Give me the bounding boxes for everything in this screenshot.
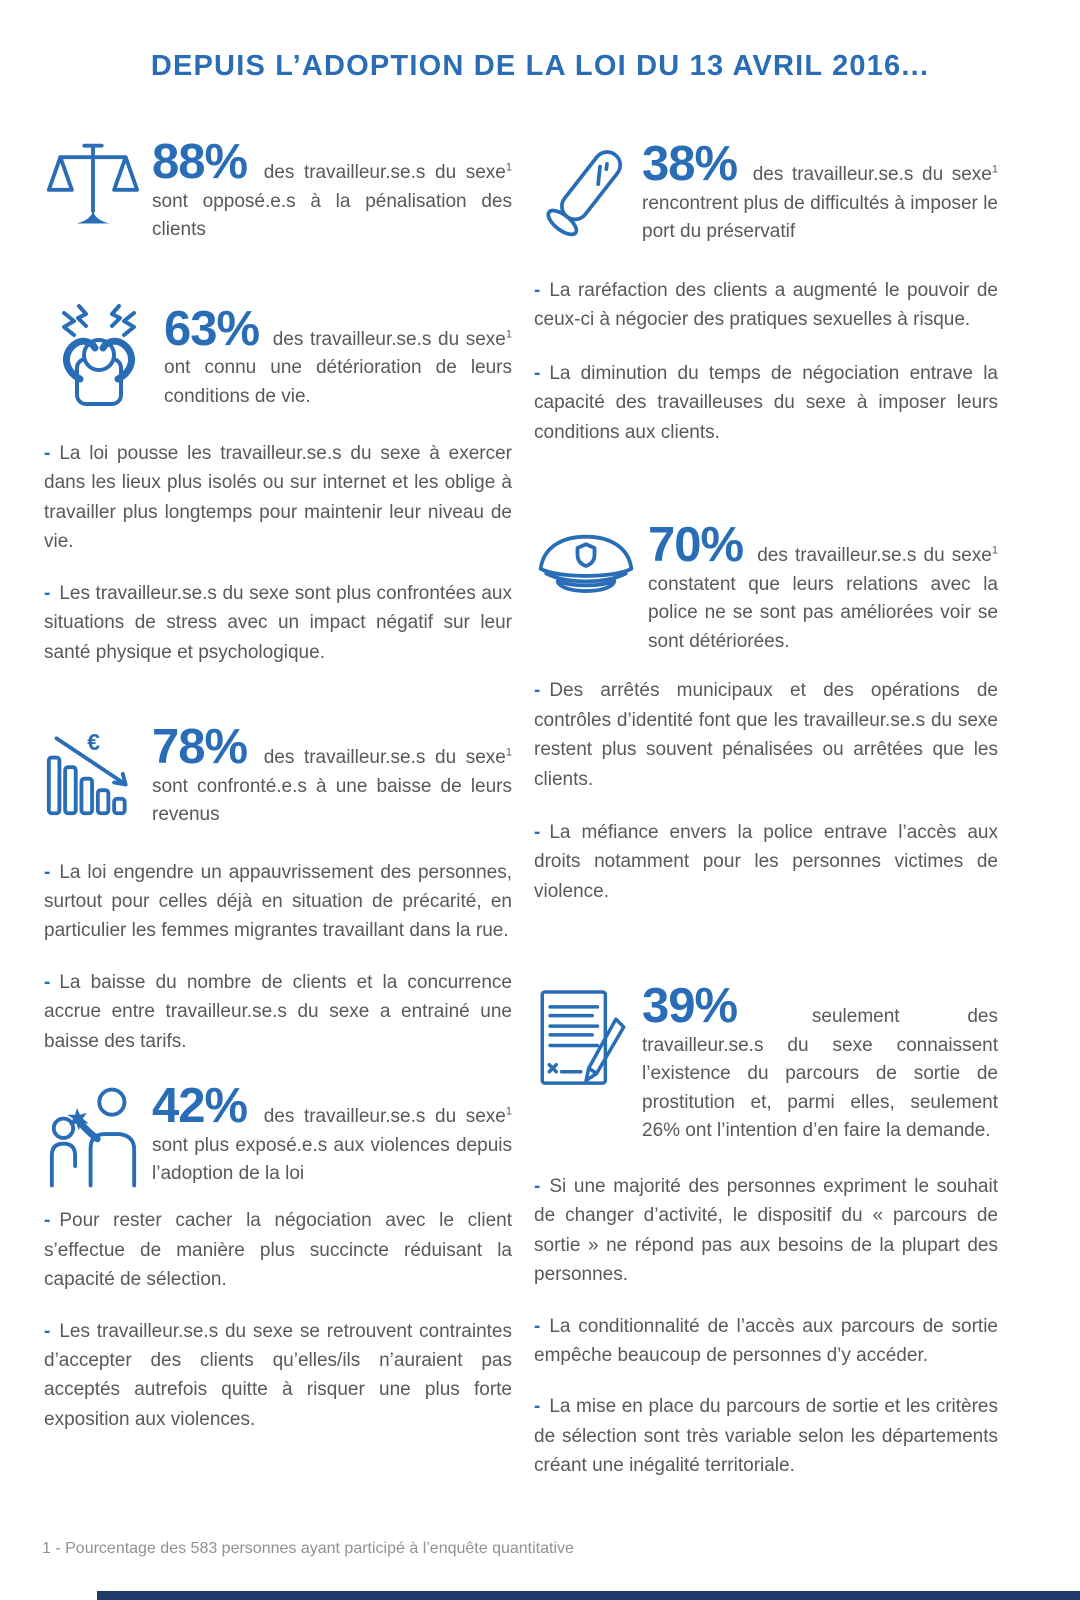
stat-63-rest: ont connu une détérioration de leurs conditions de vie. bbox=[164, 357, 512, 407]
footnote-ref: 1 bbox=[505, 746, 513, 759]
stat-63-text bbox=[164, 301, 513, 412]
exit-document-icon bbox=[534, 982, 632, 1094]
stat-42-percent: 42% bbox=[152, 1079, 248, 1134]
stat-78-rest: sont confronté.e.s à une baisse de leurs revenus bbox=[152, 775, 512, 826]
stat-38-rest: rencontrent plus de difficultés à imposer le port du préservatif bbox=[642, 192, 998, 242]
bullet-item bbox=[44, 1317, 512, 1435]
stat-block-42 bbox=[44, 1079, 513, 1190]
bullet-item bbox=[534, 676, 998, 794]
police-cap-icon bbox=[534, 521, 638, 605]
footnote-ref: 1 bbox=[505, 328, 513, 341]
bullet-dash: - bbox=[534, 280, 541, 301]
bullet-item bbox=[534, 1392, 998, 1480]
bullet-dash: - bbox=[44, 971, 51, 993]
bullet-text: La diminution du temps de négociation entrave la capacité des travailleuses du sexe à imposer leurs conditions aux clients. bbox=[534, 362, 998, 443]
bullet-dash: - bbox=[534, 1175, 541, 1197]
stat-88-text bbox=[152, 135, 513, 245]
stat-block-78 bbox=[44, 720, 513, 830]
stat-42-rest: sont plus exposé.e.s aux violences depuis l’adoption de la loi bbox=[152, 1134, 512, 1185]
stat-39-lead: seulement des travailleur.se.s du sexe connaissent l’existence du parcours de sortie de prostitution et, parmi elles, seulement 26% ont l’intention d’en faire la demande. bbox=[642, 1006, 998, 1142]
stat-block-70 bbox=[534, 518, 999, 656]
footnote-ref: 1 bbox=[505, 161, 513, 174]
stat-88-rest: sont opposé.e.s à la pénalisation des clients bbox=[152, 190, 512, 240]
bullet-dash: - bbox=[44, 1320, 51, 1342]
stat-78-percent: 78% bbox=[152, 720, 248, 775]
bullet-text: La mise en place du parcours de sortie et les critères de sélection sont très variable selon les départements créant une inégalité territoriale. bbox=[534, 1396, 998, 1477]
stat-63-percent: 63% bbox=[164, 301, 260, 356]
bullet-dash: - bbox=[534, 821, 541, 843]
euro-symbol: € bbox=[87, 728, 101, 755]
declining-revenue-icon bbox=[44, 723, 142, 819]
bullet-item bbox=[534, 818, 998, 906]
bullet-text: La loi pousse les travailleur.se.s du sexe à exercer dans les lieux plus isolés ou sur internet et les oblige à travailler plus longtemps pour maintenir leur niveau de vie. bbox=[44, 443, 512, 553]
bullet-text: Si une majorité des personnes expriment le souhait de changer d’activité, le dispositif du « parcours de sortie » ne répond pas aux besoins de la plupart des personnes. bbox=[534, 1175, 998, 1286]
stat-block-38 bbox=[534, 137, 999, 252]
bullet-dash: - bbox=[534, 362, 541, 384]
stat-39-text bbox=[642, 979, 998, 1146]
bullet-text: La raréfaction des clients a augmenté le pouvoir de ceux-ci à négocier des pratiques sexuelles à risque. bbox=[534, 280, 998, 331]
bullet-text: Les travailleur.se.s du sexe sont plus confrontées aux situations de stress avec un impact négatif sur leur santé physique et psychologique. bbox=[44, 582, 512, 663]
bullet-dash: - bbox=[534, 1315, 541, 1337]
stat-70-rest: constatent que leurs relations avec la police ne se sont pas améliorées voir se sont détériorées. bbox=[648, 573, 998, 652]
bullet-item bbox=[534, 1172, 998, 1290]
stat-78-text bbox=[152, 720, 513, 830]
stat-78-lead: des travailleur.se.s du sexe bbox=[263, 747, 506, 769]
stat-39-percent: 39% bbox=[642, 979, 738, 1034]
condom-icon bbox=[534, 140, 632, 252]
bullet-item bbox=[534, 359, 998, 447]
bullet-text: La baisse du nombre de clients et la concurrence accrue entre travailleur.se.s du sexe a entrainé une baisse des tarifs. bbox=[44, 971, 512, 1052]
bullet-text: Les travailleur.se.s du sexe se retrouvent contraintes d’accepter des clients qu’elles/ils n’auraient pas acceptés autrefois quitte à risquer une plus forte exposition aux violences. bbox=[44, 1320, 512, 1430]
stat-38-lead: des travailleur.se.s du sexe bbox=[752, 164, 992, 185]
violence-icon bbox=[44, 1082, 142, 1190]
stat-88-lead: des travailleur.se.s du sexe bbox=[263, 162, 506, 183]
bullet-item bbox=[44, 968, 512, 1056]
stat-63-lead: des travailleur.se.s du sexe bbox=[272, 328, 506, 350]
bullet-dash: - bbox=[44, 582, 51, 604]
bottom-accent-bar bbox=[97, 1591, 1080, 1600]
footnote-ref: 1 bbox=[505, 1105, 513, 1118]
bullet-text: La méfiance envers la police entrave l’accès aux droits notamment pour les personnes victimes de violence. bbox=[534, 821, 998, 902]
bullet-item bbox=[534, 276, 998, 335]
stat-42-lead: des travailleur.se.s du sexe bbox=[263, 1106, 506, 1128]
stat-70-lead: des travailleur.se.s du sexe bbox=[757, 545, 992, 567]
bullet-text: La loi engendre un appauvrissement des personnes, surtout pour celles déjà en situation de précarité, en particulier les femmes migrantes travaillant dans la rue. bbox=[44, 861, 512, 942]
footnote-ref: 1 bbox=[991, 544, 999, 557]
bullet-dash: - bbox=[534, 680, 541, 702]
stress-icon bbox=[44, 305, 154, 409]
bullet-dash: - bbox=[44, 1210, 51, 1232]
stat-42-text bbox=[152, 1079, 513, 1189]
stat-block-63 bbox=[44, 301, 513, 412]
stat-block-88 bbox=[44, 135, 513, 245]
stat-70-text bbox=[648, 518, 999, 656]
scales-icon bbox=[44, 138, 142, 234]
bullet-item bbox=[534, 1312, 998, 1371]
stat-70-percent: 70% bbox=[648, 518, 744, 573]
bullet-dash: - bbox=[534, 1396, 541, 1418]
stat-38-percent: 38% bbox=[642, 137, 738, 191]
bullet-item bbox=[44, 439, 512, 557]
bullet-item bbox=[44, 1206, 512, 1294]
bullet-text: La conditionnalité de l’accès aux parcours de sortie empêche beaucoup de personnes d’y accéder. bbox=[534, 1315, 998, 1366]
page-title: DEPUIS L’ADOPTION DE LA LOI DU 13 AVRIL 2016... bbox=[150, 50, 930, 82]
stat-block-39 bbox=[534, 979, 998, 1146]
bullet-dash: - bbox=[44, 861, 51, 883]
stat-38-text bbox=[642, 137, 999, 247]
bullet-item bbox=[44, 858, 512, 946]
left-column bbox=[44, 135, 513, 1434]
bullet-dash: - bbox=[44, 443, 51, 464]
stat-88-percent: 88% bbox=[152, 135, 248, 189]
right-column bbox=[534, 137, 999, 1481]
footnote: 1 - Pourcentage des 583 personnes ayant participé à l’enquête quantitative bbox=[42, 1540, 574, 1557]
footnote-ref: 1 bbox=[991, 163, 999, 176]
bullet-text: Pour rester cacher la négociation avec le client s’effectue de manière plus succincte réduisant la capacité de sélection. bbox=[44, 1210, 512, 1291]
bullet-item bbox=[44, 579, 512, 667]
bullet-text: Des arrêtés municipaux et des opérations de contrôles d’identité font que les travailleur.se.s du sexe restent plus souvent pénalisées ou arrêtées que les clients. bbox=[534, 680, 998, 790]
